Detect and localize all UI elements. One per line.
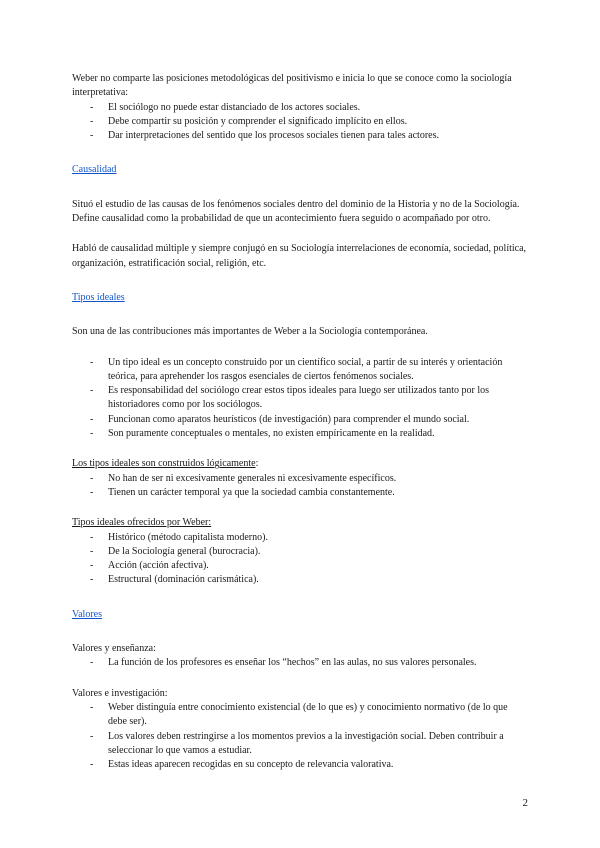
causalidad-paragraph-3: Habló de causalidad múltiple y siempre conjugó en su Sociología interrelaciones de economía, sociedad, política, organización, estratificación social, religión, etc. [72,243,527,269]
intro-list [72,101,528,144]
investigacion-label: Valores e investigación: [72,687,168,699]
list-item: - Debe compartir su posición y comprender el significado implícito en ellos. [72,115,528,129]
list-item: - No han de ser ni excesivamente generales ni excesivamente específicos. [72,472,528,486]
list-item: - Funcionan como aparatos heurísticos (de investigación) para comprender el mundo social. [72,413,528,427]
valores-heading-link[interactable]: Valores [72,608,102,620]
intro-paragraph: Weber no comparte las posiciones metodológicas del positivismo e inicia lo que se conoce como la sociología interpretativa: [72,73,512,99]
list-item: - Acción (acción afectiva). [72,559,528,573]
document-page [72,72,528,772]
list-item: - Dar interpretaciones del sentido que los procesos sociales tienen para tales actores. [72,129,528,143]
ofrecidos-label: Tipos ideales ofrecidos por Weber: [72,517,212,529]
causalidad-paragraph-1: Situó el estudio de las causas de los fenómenos sociales dentro del dominio de la Historia y no de la Sociología. [72,198,520,210]
tipos-ideales-intro: Son una de las contribuciones más importantes de Weber a la Sociología contemporánea. [72,326,428,338]
tipos-ideales-heading-link[interactable]: Tipos ideales [72,291,125,303]
list-item: - Son puramente conceptuales o mentales, no existen empíricamente en la realidad. [72,427,528,441]
causalidad-paragraph-2: Define causalidad como la probabilidad de que un acontecimiento fuera seguido o acompañado por otro. [72,213,491,225]
construidos-label: Los tipos ideales son construidos lógicamente: [72,458,259,470]
list-item: - De la Sociología general (burocracia). [72,545,528,559]
list-item: - El sociólogo no puede estar distanciado de los actores sociales. [72,101,528,115]
causalidad-heading-link[interactable]: Causalidad [72,164,117,176]
list-item: - Estas ideas aparecen recogidas en su concepto de relevancia valorativa. [72,758,528,772]
page-number: 2 [522,797,528,809]
list-item: - Un tipo ideal es un concepto construido por un científico social, a partir de su interés y orientación teórica, para aprehender los rasgos esenciales de ciertos fenómenos sociales. [72,356,528,385]
list-item: - Histórico (método capitalista moderno). [72,531,528,545]
investigacion-list [72,701,528,772]
ensenanza-label: Valores y enseñanza: [72,643,156,655]
list-item: - La función de los profesores es enseñar los “hechos” en las aulas, no sus valores personales. [72,656,528,670]
tipos-ideales-list [72,356,528,442]
list-item: - Estructural (dominación carismática). [72,573,528,587]
list-item: - Es responsabilidad del sociólogo crear estos tipos ideales para luego ser utilizados tanto por los historiadores como por los sociólogos. [72,384,528,413]
construidos-list [72,472,528,501]
list-item: - Weber distinguía entre conocimiento existencial (de lo que es) y conocimiento normativo (de lo que debe ser). [72,701,528,730]
ofrecidos-list [72,531,528,588]
list-item: - Tienen un carácter temporal ya que la sociedad cambia constantemente. [72,486,528,500]
list-item: - Los valores deben restringirse a los momentos previos a la investigación social. Deben contribuir a seleccionar lo que vamos a estudiar. [72,730,528,759]
ensenanza-list [72,656,528,670]
